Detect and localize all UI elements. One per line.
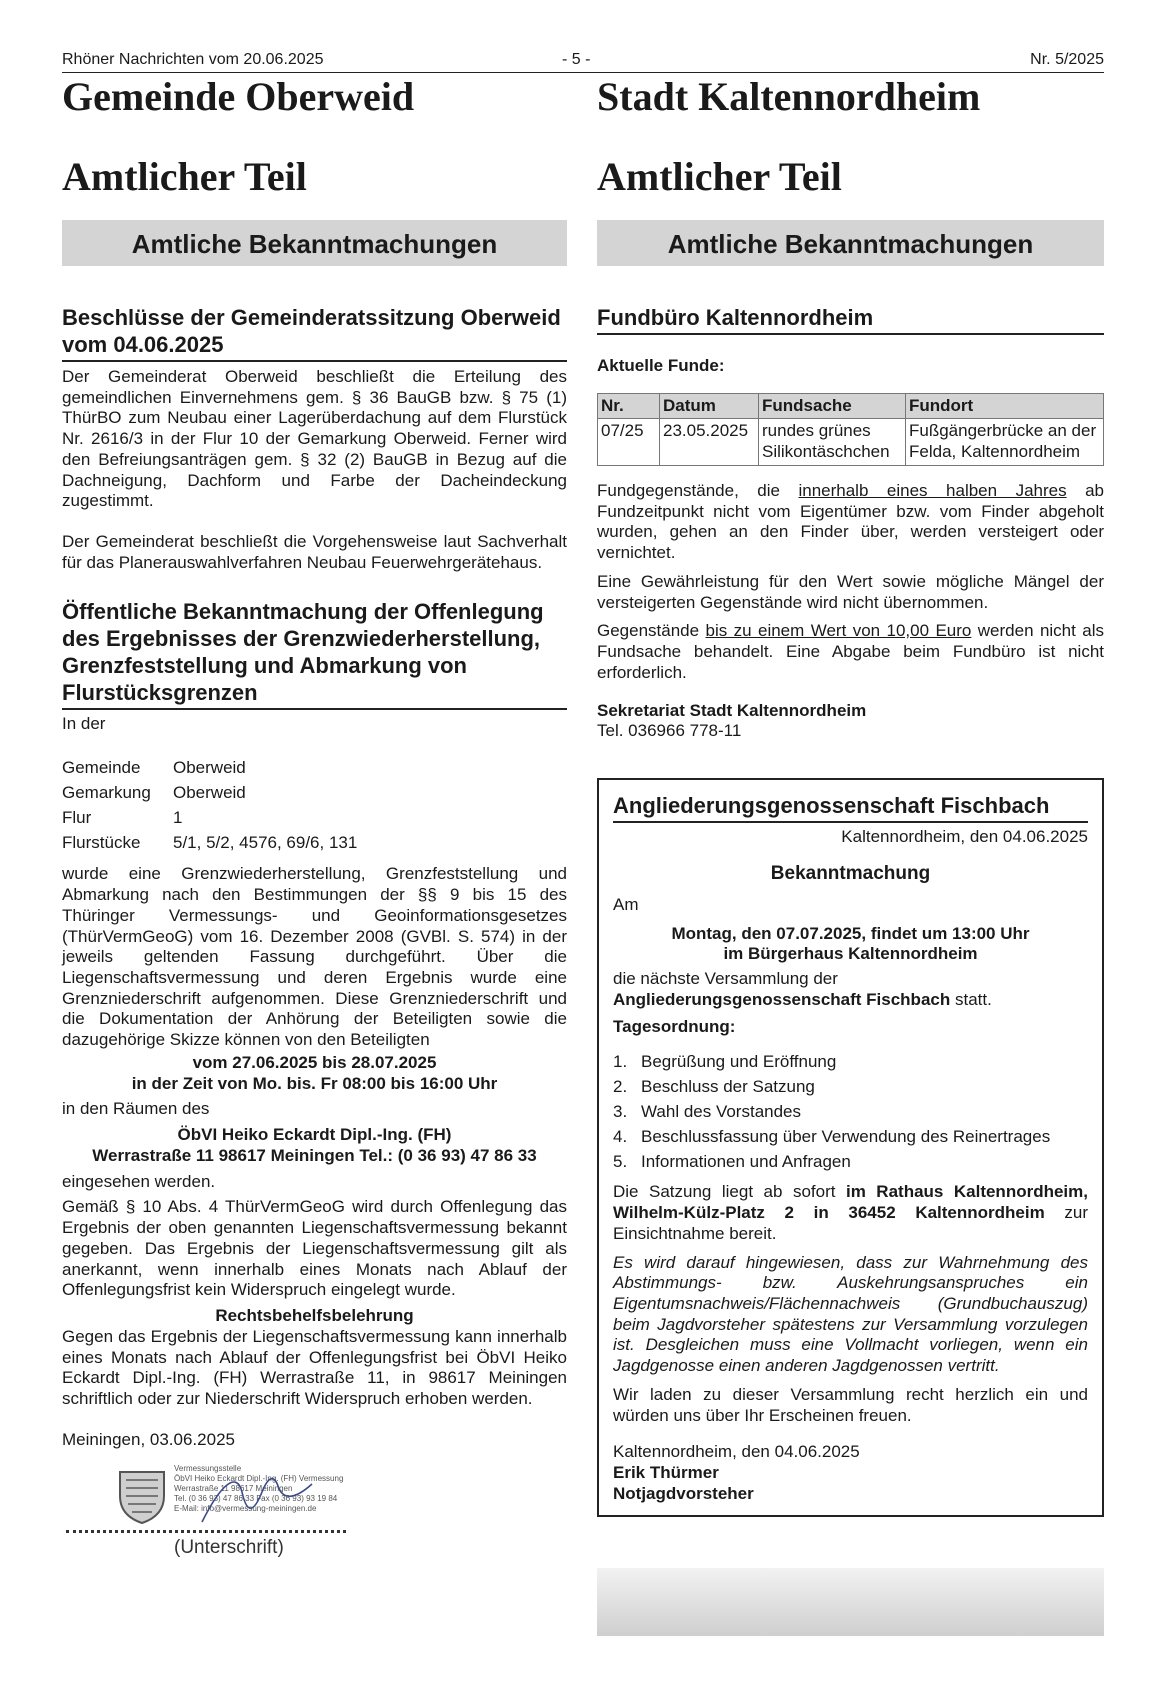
article-paragraph — [613, 1182, 1088, 1244]
article-title: Beschlüsse der Gemeinderatssitzung Oberweid vom 04.06.2025 — [62, 304, 567, 362]
empty-ad-block — [597, 1568, 1104, 1636]
page-header — [62, 50, 1104, 73]
column-header: Nr. — [598, 393, 660, 419]
meeting-place: im Bürgerhaus Kaltennordheim — [723, 944, 978, 964]
item-number: 4. — [613, 1127, 628, 1147]
article-paragraph — [597, 621, 1104, 683]
announcement-date: Kaltennordheim, den 04.06.2025 — [841, 827, 1088, 847]
parcel-table — [62, 756, 357, 856]
row-key: Gemarkung — [62, 783, 151, 803]
item-text: Informationen und Anfragen — [641, 1152, 851, 1172]
column-header: Fundsache — [759, 393, 906, 419]
text-run: Gegenstände — [597, 621, 706, 641]
stamp-line: ÖbVI Heiko Eckardt Dipl.-Ing. (FH) Vermessung — [174, 1474, 344, 1484]
section-title: Amtlicher Teil — [597, 154, 842, 199]
table-cell: 23.05.2025 — [660, 419, 759, 465]
article-title: Fundbüro Kaltennordheim — [597, 304, 1104, 335]
list-item — [613, 1049, 1088, 1074]
table-row — [62, 781, 357, 806]
sign-place-date: Kaltennordheim, den 04.06.2025 — [613, 1442, 860, 1462]
row-key: Flurstücke — [62, 833, 141, 853]
item-number: 1. — [613, 1052, 628, 1072]
section-title: Amtlicher Teil — [62, 154, 307, 199]
article-paragraph: in den Räumen des — [62, 1099, 210, 1119]
stamp-line: Vermessungsstelle — [174, 1464, 242, 1474]
text-run: ab Fundzeitpunkt nicht vom Eigentümer bzw. vom Finder abgeholt wurden, gehen an den Finder über, werden versteigert oder vernichtet. — [597, 480, 1105, 563]
item-number: 3. — [613, 1102, 628, 1122]
stamp-line: Tel. (0 36 93) 47 86 33 Fax (0 36 93) 93 19 84 — [174, 1494, 338, 1504]
header-publication: Rhöner Nachrichten vom 20.06.2025 — [62, 51, 324, 68]
section-banner: Amtliche Bekanntmachungen — [62, 220, 567, 266]
row-value: 5/1, 5/2, 4576, 69/6, 131 — [173, 833, 358, 853]
legal-remedy-text: Gegen das Ergebnis der Liegenschaftsvermessung kann innerhalb eines Monats nach Ablauf der Offenlegungsfrist bei ÖbVI Heiko Eckardt Dipl.-Ing. (FH) Werrastraße 11, in 98617 Meiningen schriftlich oder zur Niederschrift Widerspruch erhoben werden. — [62, 1326, 567, 1408]
table-header-row — [598, 393, 1104, 419]
signature-line — [66, 1530, 346, 1533]
text-run: bis zu einem Wert von 10,00 Euro — [705, 621, 972, 641]
contact-phone: Tel. 036966 778-11 — [597, 721, 742, 741]
signer-name: Erik Thürmer — [613, 1463, 719, 1483]
legal-remedy-title: Rechtsbehelfsbelehrung — [215, 1306, 414, 1326]
header-issue: Nr. 5/2025 — [1030, 51, 1104, 68]
stamp-line: E-Mail: info@vermessung-meiningen.de — [174, 1504, 317, 1514]
signer-role: Notjagdvorsteher — [613, 1483, 754, 1503]
found-items-table — [597, 393, 1104, 466]
office-address: Werrastraße 11 98617 Meiningen Tel.: (0 36 93) 47 86 33 — [92, 1145, 537, 1165]
article-paragraph: wurde eine Grenzwiederherstellung, Grenzfeststellung und Abmarkung nach den Bestimmungen der §§ 9 bis 15 des Thüringer Vermessungs- und Geoinformationsgesetzes (ThürVermGeoG) vom 16. Dezember 2008 (GVBl. S. 574) in der jeweils geltenden Fassung durchgeführt. Über die Liegenschaftsvermessung und deren Ergebnis wurde eine Grenzniederschrift aufgenommen. Diese Grenzniederschrift und die Dokumentation der Anhörung der Beteiligten sowie die dazugehörige Skizze können von den Beteiligten — [62, 864, 567, 1050]
column-header: Fundort — [906, 393, 1104, 419]
article-paragraph: Wir laden zu dieser Versammlung recht herzlich ein und würden uns über Ihr Erscheinen freuen. — [613, 1384, 1088, 1425]
coat-of-arms-icon — [112, 1466, 172, 1526]
row-key: Flur — [62, 808, 92, 828]
item-text: Beschlussfassung über Verwendung des Reinertrages — [641, 1127, 1051, 1147]
agenda-list — [613, 1049, 1088, 1174]
list-item — [613, 1149, 1088, 1174]
time-range: in der Zeit von Mo. bis. Fr 08:00 bis 16:00 Uhr — [131, 1073, 498, 1093]
announcement-heading: Bekanntmachung — [770, 862, 931, 884]
column-header: Datum — [660, 393, 759, 419]
article-paragraph — [597, 481, 1104, 564]
office-name: ÖbVI Heiko Eckardt Dipl.-Ing. (FH) — [177, 1125, 452, 1145]
text-run: innerhalb eines halben Jahres — [798, 480, 1067, 500]
date-range: vom 27.06.2025 bis 28.07.2025 — [192, 1052, 437, 1072]
table-row — [598, 419, 1104, 465]
town-title: Stadt Kaltennordheim — [597, 74, 981, 119]
row-value: Oberweid — [173, 783, 246, 803]
article-paragraph: Am — [613, 894, 639, 914]
table-cell: 07/25 — [598, 419, 660, 465]
table-cell: rundes grünes Silikontäschchen — [759, 419, 906, 465]
text-run: Die Satzung liegt ab sofort — [613, 1182, 846, 1202]
row-value: 1 — [173, 808, 183, 828]
article-title: Angliederungsgenossenschaft Fischbach — [613, 792, 1088, 823]
town-title: Gemeinde Oberweid — [62, 74, 415, 119]
article-paragraph: Gemäß § 10 Abs. 4 ThürVermGeoG wird durch Offenlegung das Ergebnis der oben genannten Liegenschaftsvermessung bekannt gegeben. Das Ergebnis der Liegenschaftsvermessung gilt als anerkannt, wenn innerhalb eines Monats nach Ablauf der Offenlegungsfrist kein Widerspruch eingelegt wurde. — [62, 1197, 567, 1300]
agenda-title: Tagesordnung: — [613, 1016, 736, 1036]
item-text: Wahl des Vorstandes — [641, 1102, 802, 1122]
notice-paragraph: Es wird darauf hingewiesen, dass zur Wahrnehmung des Abstimmungs- bzw. Auskehrungsanspruches ein Eigentumsnachweis/Flächennachweis (Grundbuchauszug) beim Jagdvorsteher spätestens zur Versammlung vorzulegen ist. Desgleichen muss eine Vollmacht vorliegen, wenn ein Jagdgenosse einen anderen Jagdgenossen vertritt. — [613, 1252, 1088, 1376]
table-row — [62, 806, 357, 831]
signature-scribble — [182, 1462, 362, 1532]
text-run: im Rathaus Kaltennordheim, Wilhelm-Külz-Platz 2 in 36452 Kaltennordheim — [613, 1182, 1088, 1223]
text-run: Fundgegenstände, die — [597, 480, 799, 500]
row-key: Gemeinde — [62, 758, 141, 778]
announcement-box — [597, 778, 1104, 1517]
row-value: Oberweid — [173, 758, 246, 778]
signature-label: (Unterschrift) — [174, 1537, 284, 1559]
text-run: Angliederungsgenossenschaft Fischbach — [613, 989, 951, 1009]
text-run: die nächste Versammlung der — [613, 969, 838, 989]
text-run: werden nicht als Fundsache behandelt. Eine Abgabe beim Fundbüro ist nicht erforderlich. — [597, 621, 1104, 682]
item-number: 2. — [613, 1077, 628, 1097]
stamp-line: Werrastraße 11 98617 Meiningen — [174, 1484, 293, 1494]
right-column — [597, 74, 1104, 1517]
article-title: Öffentliche Bekanntmachung der Offenlegung des Ergebnisses der Grenzwiederherstellung, Grenzfeststellung und Abmarkung von Flurstücksgrenzen — [62, 598, 567, 710]
list-item — [613, 1099, 1088, 1124]
section-banner: Amtliche Bekanntmachungen — [597, 220, 1104, 266]
list-item — [613, 1124, 1088, 1149]
text-run: zur Einsichtnahme bereit. — [613, 1203, 1088, 1243]
article-paragraph: Der Gemeinderat Oberweid beschließt die Erteilung des gemeindlichen Einvernehmens gem. § 36 BauGB bzw. § 75 (1) ThürBO zum Neubau einer Lagerüberdachung auf dem Flurstück Nr. 2616/3 in der Flur 10 der Gemarkung Oberweid. Ferner wird den Befreiungsanträgen gem. § 32 (2) BauGB in Bezug auf die Dachneigung, Dachform und Farbe der Dacheindeckung zugestimmt. — [62, 367, 567, 511]
contact-name: Sekretariat Stadt Kaltennordheim — [597, 700, 867, 720]
table-cell: Fußgängerbrücke an der Felda, Kaltennordheim — [906, 419, 1104, 465]
meeting-time: Montag, den 07.07.2025, findet um 13:00 Uhr — [671, 923, 1030, 943]
left-column — [62, 74, 567, 1560]
place-date: Meiningen, 03.06.2025 — [62, 1429, 235, 1449]
text-run: statt. — [950, 989, 992, 1009]
table-row — [62, 831, 357, 856]
table-row — [62, 756, 357, 781]
article-paragraph: eingesehen werden. — [62, 1171, 216, 1191]
article-intro: In der — [62, 713, 106, 733]
item-text: Begrüßung und Eröffnung — [641, 1052, 837, 1072]
article-paragraph: Eine Gewährleistung für den Wert sowie mögliche Mängel der versteigerten Gegenstände wird nicht übernommen. — [597, 571, 1104, 612]
header-page-number: - 5 - — [562, 51, 591, 68]
article-paragraph: Der Gemeinderat beschließt die Vorgehensweise laut Sachverhalt für das Planerauswahlverfahren Neubau Feuerwehrgerätehaus. — [62, 532, 567, 572]
item-text: Beschluss der Satzung — [641, 1077, 815, 1097]
official-stamp — [62, 1460, 567, 1560]
article-paragraph — [613, 969, 1088, 1010]
found-items-heading: Aktuelle Funde: — [597, 356, 725, 375]
list-item — [613, 1074, 1088, 1099]
item-number: 5. — [613, 1152, 628, 1172]
